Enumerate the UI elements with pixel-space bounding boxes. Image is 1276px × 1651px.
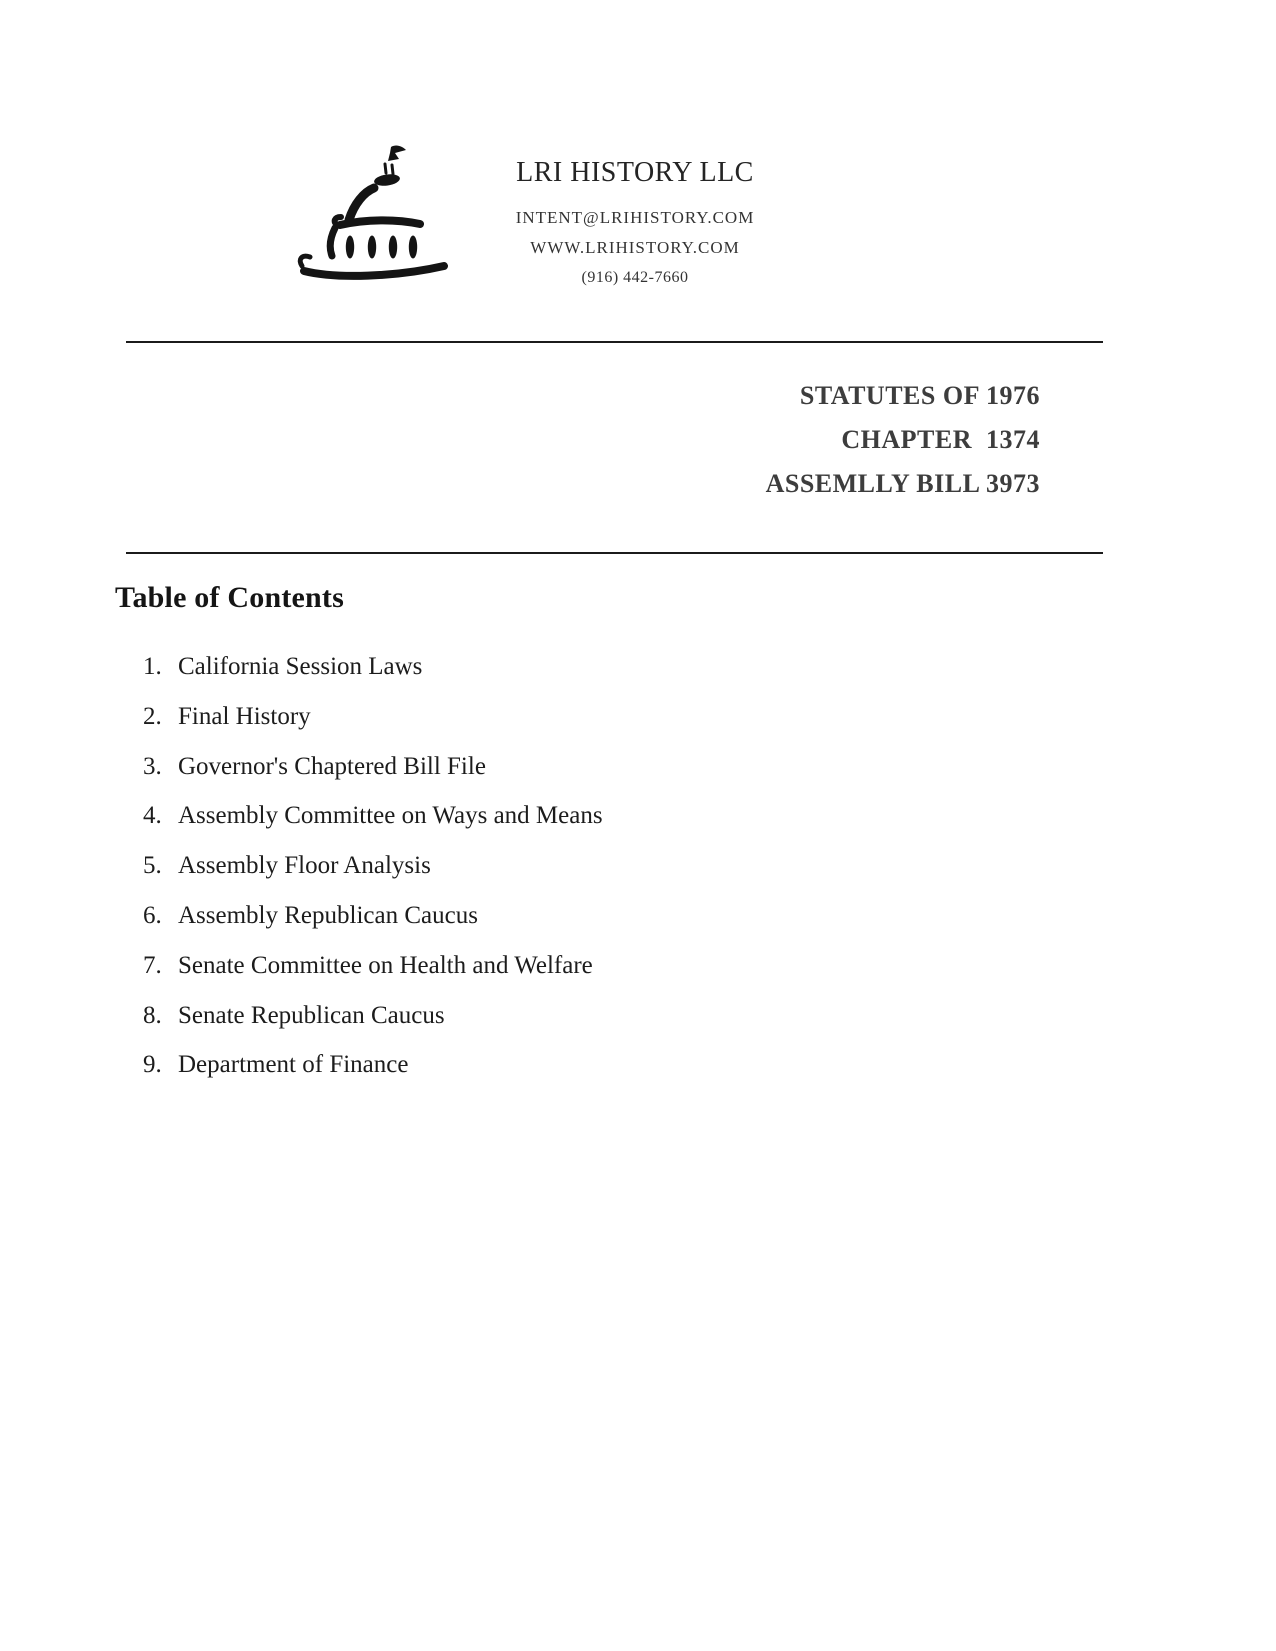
toc-item bbox=[143, 841, 603, 891]
divider-top bbox=[126, 341, 1103, 343]
toc-item-label: California Session Laws bbox=[178, 653, 423, 680]
company-website: WWW.LRIHISTORY.COM bbox=[530, 238, 740, 257]
statutes-line: STATUTES OF 1976 bbox=[799, 381, 1040, 410]
toc-item-number: 4. bbox=[143, 802, 162, 830]
capitol-logo bbox=[296, 138, 450, 292]
toc-item bbox=[143, 692, 603, 742]
divider-bottom bbox=[126, 552, 1103, 554]
toc-item bbox=[143, 1040, 603, 1090]
toc-item-label: Department of Finance bbox=[178, 1051, 409, 1079]
toc-item-label: Senate Committee on Health and Welfare bbox=[178, 951, 593, 979]
toc-heading: Table of Contents bbox=[115, 581, 344, 614]
toc-item-label: Assembly Floor Analysis bbox=[178, 852, 431, 880]
toc-item-number: 6. bbox=[143, 901, 162, 929]
toc-item-number: 8. bbox=[143, 1001, 162, 1029]
chapter-line: CHAPTER 1374 bbox=[841, 425, 1040, 454]
toc-item-number: 7. bbox=[143, 951, 162, 979]
toc-item-number: 5. bbox=[143, 852, 162, 880]
company-phone: (916) 442-7660 bbox=[581, 269, 689, 286]
toc-item-label: Assembly Republican Caucus bbox=[178, 901, 478, 929]
company-header bbox=[435, 156, 835, 293]
toc-item-label: Governor's Chaptered Bill File bbox=[178, 752, 486, 780]
capitol-building-icon bbox=[296, 138, 450, 292]
toc-item-label: Senate Republican Caucus bbox=[178, 1001, 445, 1029]
company-name: LRI HISTORY LLC bbox=[516, 157, 754, 188]
toc-item-number: 2. bbox=[143, 702, 162, 730]
toc-item bbox=[143, 642, 603, 692]
toc-item bbox=[143, 891, 603, 941]
toc-item bbox=[143, 791, 603, 841]
toc-item bbox=[143, 991, 603, 1041]
toc-item bbox=[143, 742, 603, 792]
toc-item-label: Final History bbox=[178, 702, 311, 730]
toc-item-number: 3. bbox=[143, 752, 162, 780]
assembly-bill-line: ASSEMLLY BILL 3973 bbox=[765, 469, 1040, 498]
company-email: INTENT@LRIHISTORY.COM bbox=[515, 208, 755, 227]
toc-item-number: 1. bbox=[143, 653, 162, 680]
contact-block bbox=[435, 203, 835, 293]
toc-list bbox=[143, 642, 603, 1090]
toc-item-number: 9. bbox=[143, 1051, 162, 1079]
bill-reference bbox=[766, 374, 1040, 506]
toc-item-label: Assembly Committee on Ways and Means bbox=[178, 802, 603, 830]
toc-item bbox=[143, 941, 603, 991]
